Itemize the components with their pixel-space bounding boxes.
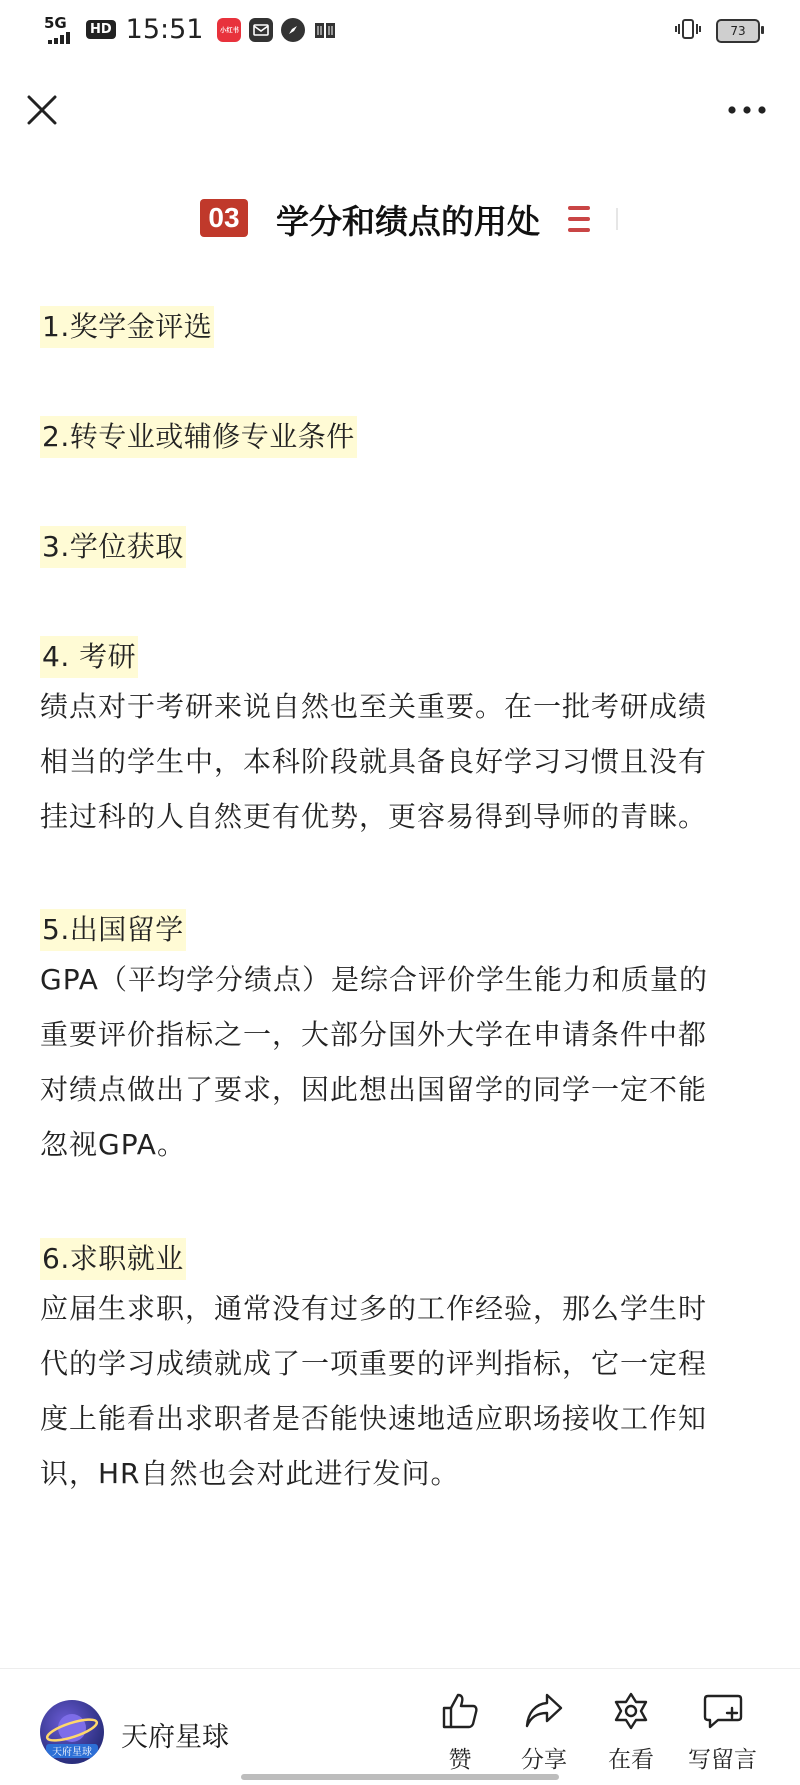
watching-star-icon bbox=[610, 1691, 652, 1731]
item-paragraph-line: 应届生求职，通常没有过多的工作经验，那么学生时 bbox=[40, 1292, 708, 1325]
item-paragraph-line: 度上能看出求职者是否能快速地适应职场接收工作知 bbox=[40, 1402, 708, 1435]
divider bbox=[616, 208, 618, 230]
account-name[interactable]: 天府星球 bbox=[121, 1722, 229, 1753]
battery-indicator bbox=[716, 19, 760, 43]
status-bar bbox=[0, 0, 800, 62]
section-title: 学分和绩点的用处 bbox=[276, 202, 540, 241]
bottom-action-bar bbox=[0, 1668, 800, 1785]
list-item bbox=[40, 636, 707, 844]
battery-level: 73 bbox=[730, 24, 746, 38]
item-heading: 5.出国留学 bbox=[40, 909, 186, 951]
item-paragraph-line: GPA（平均学分绩点）是综合评价学生能力和质量的 bbox=[40, 963, 708, 996]
like-label: 赞 bbox=[448, 1747, 472, 1773]
more-icon bbox=[728, 106, 766, 114]
item-heading: 4. 考研 bbox=[40, 636, 138, 678]
close-button[interactable] bbox=[22, 90, 62, 130]
item-paragraph-line: 重要评价指标之一，大部分国外大学在申请条件中都 bbox=[40, 1018, 708, 1051]
item-heading: 3.学位获取 bbox=[40, 526, 186, 568]
nav-bar bbox=[0, 62, 800, 158]
account-avatar[interactable] bbox=[40, 1700, 104, 1764]
xiaohongshu-app-icon: 小红书 bbox=[217, 18, 241, 42]
book-app-icon bbox=[313, 18, 337, 42]
item-paragraph-line: 对绩点做出了要求，因此想出国留学的同学一定不能 bbox=[40, 1073, 708, 1106]
list-icon bbox=[568, 206, 590, 232]
compass-app-icon bbox=[281, 18, 305, 42]
planet-logo-icon bbox=[40, 1700, 104, 1764]
list-item bbox=[40, 526, 186, 568]
list-item bbox=[40, 306, 214, 348]
comment-label: 写留言 bbox=[688, 1747, 757, 1773]
thumbs-up-icon bbox=[440, 1691, 480, 1731]
network-type: 5G bbox=[44, 13, 67, 32]
item-heading: 1.奖学金评选 bbox=[40, 306, 214, 348]
watching-button[interactable] bbox=[608, 1691, 654, 1774]
item-paragraph-line: 代的学习成绩就成了一项重要的评判指标，它一定程 bbox=[40, 1347, 708, 1380]
item-paragraph-line: 识，HR自然也会对此进行发问。 bbox=[40, 1457, 460, 1490]
share-label: 分享 bbox=[521, 1747, 567, 1773]
mail-app-icon bbox=[249, 18, 273, 42]
comment-icon bbox=[702, 1691, 744, 1731]
item-paragraph-line: 忽视GPA。 bbox=[40, 1128, 186, 1161]
watching-label: 在看 bbox=[608, 1747, 654, 1773]
item-paragraph-line: 绩点对于考研来说自然也至关重要。在一批考研成绩 bbox=[40, 690, 708, 723]
like-button[interactable] bbox=[440, 1691, 480, 1774]
section-number-badge: 03 bbox=[200, 199, 248, 237]
close-icon bbox=[27, 95, 57, 125]
section-heading bbox=[0, 194, 800, 244]
hd-badge: HD bbox=[86, 20, 116, 39]
share-icon bbox=[523, 1691, 565, 1731]
list-item bbox=[40, 909, 708, 1172]
list-item bbox=[40, 1238, 707, 1501]
vibrate-icon bbox=[674, 18, 702, 44]
share-button[interactable] bbox=[521, 1691, 567, 1774]
item-heading: 2.转专业或辅修专业条件 bbox=[40, 416, 357, 458]
item-heading: 6.求职就业 bbox=[40, 1238, 186, 1280]
comment-button[interactable] bbox=[688, 1691, 757, 1774]
svg-text:天府星球: 天府星球 bbox=[52, 1747, 92, 1758]
item-paragraph-line: 挂过科的人自然更有优势，更容易得到导师的青睐。 bbox=[40, 800, 708, 833]
home-indicator[interactable] bbox=[241, 1774, 559, 1780]
signal-icon bbox=[44, 13, 78, 44]
more-options-button[interactable] bbox=[724, 92, 770, 128]
list-item bbox=[40, 416, 357, 458]
clock: 15:51 bbox=[125, 14, 204, 45]
item-paragraph-line: 相当的学生中，本科阶段就具备良好学习习惯且没有 bbox=[40, 745, 708, 778]
